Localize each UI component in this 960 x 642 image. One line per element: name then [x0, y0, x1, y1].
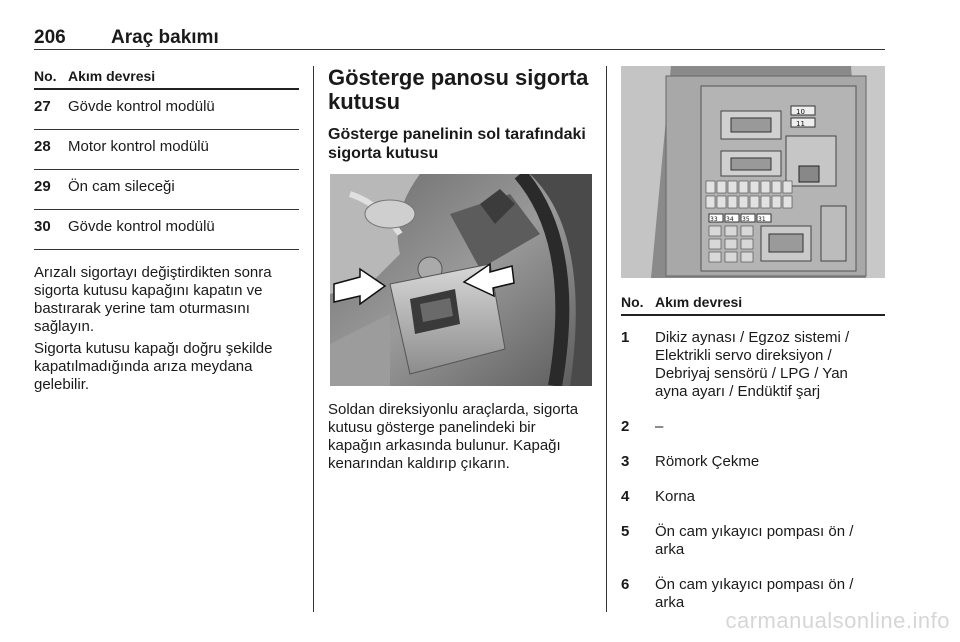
table-row	[621, 418, 885, 436]
row-text: Gövde kontrol modülü	[68, 98, 215, 115]
col-no-header: No.	[34, 68, 57, 84]
row-text: Römork Çekme	[655, 453, 760, 470]
right-column	[621, 292, 885, 612]
paragraph: Arızalı sigortayı değiştirdikten sonra sigorta kutusu kapağını kapatın ve bastırarak yerine tam oturmasını sağlayın.	[34, 264, 272, 335]
fuse-label: 11	[796, 120, 805, 128]
row-number: 1	[621, 329, 630, 346]
dashboard-illustration-svg	[330, 174, 592, 386]
col-circuit-header: Akım devresi	[655, 294, 743, 310]
section-subheading: Gösterge panelinin sol tarafındaki sigorta kutusu	[328, 126, 586, 162]
row-number: 5	[621, 523, 630, 540]
watermark: carmanualsonline.info	[725, 608, 950, 633]
table-row	[34, 178, 299, 210]
fuse-label: 34	[726, 216, 734, 223]
right-table-header	[621, 292, 885, 316]
row-number: 2	[621, 418, 630, 435]
row-number: 29	[34, 178, 51, 195]
row-number: 3	[621, 453, 630, 470]
table-row	[621, 453, 885, 471]
page-title: Araç bakımı	[111, 27, 219, 48]
column-divider-2	[606, 66, 607, 612]
row-number: 27	[34, 98, 51, 115]
page-header	[34, 27, 885, 50]
table-row	[621, 488, 885, 506]
left-column	[34, 66, 299, 394]
col-no-header: No.	[621, 294, 644, 310]
fuse-label: 10	[796, 108, 805, 116]
middle-column	[328, 66, 593, 163]
caption: Soldan direksiyonlu araçlarda, sigorta kutusu gösterge panelindeki bir kapağın arkasında bulunur. Kapağı kenarından kaldırıp çıkarın.	[328, 401, 579, 472]
col-circuit-header: Akım devresi	[68, 68, 156, 84]
row-text: Motor kontrol modülü	[68, 138, 209, 155]
row-text: Ön cam yıkayıcı pompası ön / arka	[655, 576, 854, 611]
row-text: Ön cam sileceği	[68, 178, 175, 195]
page-number: 206	[34, 27, 66, 48]
row-text: Korna	[655, 488, 696, 505]
table-row	[34, 98, 299, 130]
left-table-header	[34, 66, 299, 90]
row-number: 28	[34, 138, 51, 155]
fuse-panel-svg	[621, 66, 885, 278]
table-row	[34, 138, 299, 170]
row-text: –	[655, 418, 664, 435]
table-row	[621, 329, 885, 401]
section-heading: Gösterge panosu sigorta kutusu	[328, 65, 589, 114]
fuse-panel-illustration	[621, 66, 885, 278]
row-text: Gövde kontrol modülü	[68, 218, 215, 235]
row-number: 6	[621, 576, 630, 593]
dashboard-fusebox-illustration	[330, 174, 592, 386]
row-number: 4	[621, 488, 630, 505]
paragraph: Sigorta kutusu kapağı doğru şekilde kapatılmadığında arıza meydana gelebilir.	[34, 340, 273, 393]
table-row	[621, 576, 885, 612]
fuse-label: 35	[742, 216, 750, 223]
fuse-label: 33	[710, 216, 718, 223]
row-text: Dikiz aynası / Egzoz sistemi / Elektrikli servo direksiyon / Debriyaj sensörü / LPG / Yan ayna ayarı / Endüktif şarj	[655, 329, 850, 400]
row-text: Ön cam yıkayıcı pompası ön / arka	[655, 523, 854, 558]
column-divider-1	[313, 66, 314, 612]
table-row	[621, 523, 885, 559]
fuse-label: 31	[758, 216, 766, 223]
row-number: 30	[34, 218, 51, 235]
table-row	[34, 218, 299, 250]
